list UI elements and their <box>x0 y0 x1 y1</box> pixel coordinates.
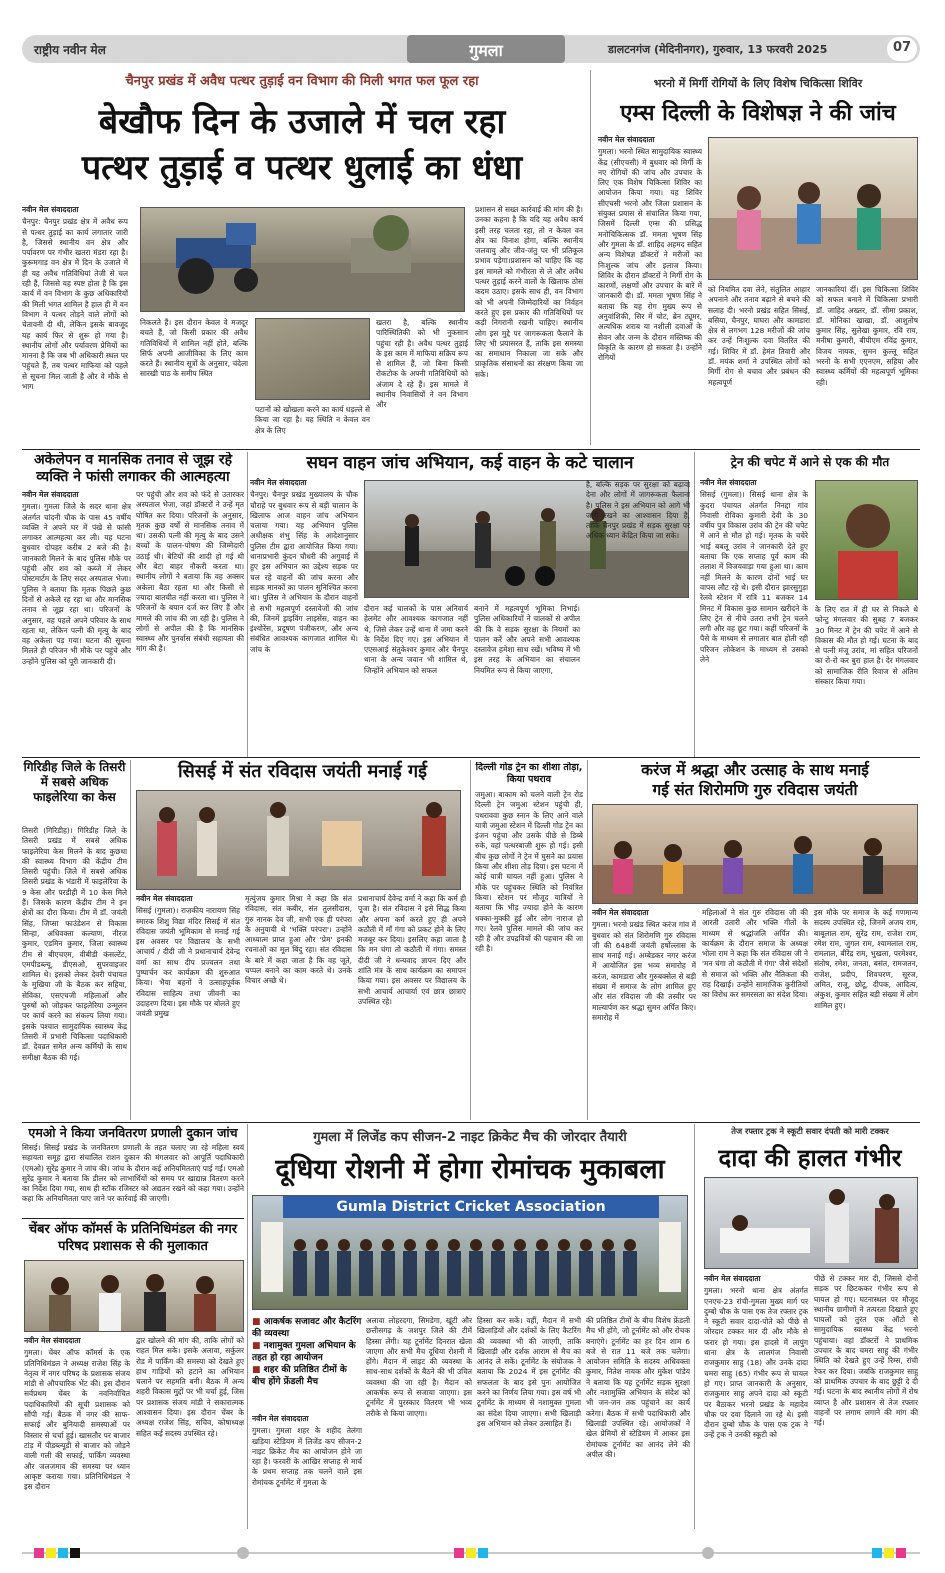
chamber-text-1: गुमला। चेंबर ऑफ कॉमर्स के एक प्रतिनिधिमंडल ने अध्यक्ष राजेश सिंह के नेतृत्व में नगर परिषद के प्रशासक संजय मांडी से औपचारिक भेंट की। इस दौरान सर्वप्रथम चेंबर के नवनिर्वाचित पदाधिकारियों की सूची प्रशासक को सौंपी गई। बैठक में नगर की साफ-सफाई और बुनियादी समस्याओं पर विस्तार से चर्चा हुई। खासतौर पर बाजार टांड़ में पीडब्ल्यूडी से बाजार को जोड़ने वाली गली की सफाई, पार्किंग व्यवस्था और जलजमाव की समस्या पर ध्यान आकृष्ट कराया गया। प्रतिनिधिमंडल ने इस दौरान <box>24 1348 130 1492</box>
ravidas-sisai-col-2: मृत्युंजय कुमार मिश्रा ने कहा कि संत रविदास, संत कबीर, संत तुलसीदास, गुरु नानक देव जी, सभी एक ही परंपरा के अनुयायी थे 'भक्ति परंपरा'। उन्होंने आध्यात्म प्राप्त हुआ और 'प्रेम' इनकी रचनाओं का मूल बिंदु रहा। संत रविदास के बारे में कहा जाता है कि वह जूते, चप्पल बनाने का काम करते थे। उनके विचार अच्छे थे। <box>245 894 352 986</box>
ravidas-sisai-col-3: प्रधानाचार्य देवेन्द्र वर्मा ने कहा कि कर्म ही पूजा है। संत रविदास ने इसे सिद्ध किया और अपना कर्म करते हुए ही अपने कठौती में माँ गंगा को प्रकट होने के लिए मजबूर कर दिया। इसलिए कहा जाता है कि मन चंगा तो कठौती में गंगा। समस्त दीदी जी ने धन्यवाद ज्ञापन दिए और शांति मंत्र के साथ कार्यक्रम का समापन किया गया। इस अवसर पर विद्यालय के सभी आचार्य आचार्या एवं छात्र छात्राएं उपस्थित रहे। <box>358 894 466 1006</box>
aiims-col-1 <box>598 135 702 445</box>
stone-text-1: चैनपुर: चैनपुर प्रखंड क्षेत्र में अवैध रूप से पत्थर तुड़ाई का कार्य लगातार जारी है, जिससे स्थानीय वन क्षेत्र और पर्यावरण पर गंभीर खतरा मंडरा रहा है। कुरूमगाड़ वन क्षेत्र में दिन के उजाले में ही यह अवैध गतिविधियां तेजी से चल रही हैं, जिससे यह स्पष्ट होता है कि इस कार्य में वन विभाग के कुछ अधिकारियों की मिली भगत शामिल है हाल ही में वन विभाग ने पत्थर तोड़ने वाले लोगों को चेतावनी दी थी, लेकिन इसके बावजूद यह कार्य फिर से शुरू हो गया है। स्थानीय लोगों और पर्यावरण प्रेमियों का मानना है कि जब भी अधिकारी स्थल पर पहुंचते हैं, तब पत्थर माफिया को पहले से सूचना मिल जाती है और वे मौके से भाग <box>22 217 128 392</box>
section-rule <box>22 1122 270 1123</box>
ravidas-karanj-illustration <box>593 805 918 904</box>
delhi-gate-headline: दिल्ली गोड ट्रेन का शीशा तोड़ा, किया पथराव <box>475 762 583 785</box>
section-rule <box>22 757 920 758</box>
accident-col-1 <box>704 1274 808 1528</box>
cricket-banner-text: Gumla District Cricket Association <box>336 1199 606 1215</box>
color-swatch <box>884 1548 894 1558</box>
aiims-kicker: भरनो में मिर्गी रोगियों के लिए विशेष चिकित्सा शिविर <box>653 77 863 90</box>
ravidas-sisai-text-1: सिसई (गुमला)। राजकीय नारायण सिंह स्मारक शिशु विद्या मंदिर सिसई में संत रविदास जयंती भूमिकाम से मनाई गई इस अवसर पर विद्यालय के सभी आचार्य / दीदी जी ने प्रधानाचार्य देवेन्द्र वर्मा का साथ दीप प्रज्वलन तथा पुष्पार्चन कर कार्यक्रम की शुरुआत किया। भैया बहनों ने उत्साहपूर्वक रविदास साहित्य तथा जीवनी का उदाहरण दिया। इस मौके पर बोलते हुए जयंती प्रमुख <box>136 906 240 1019</box>
train-col-2: के लिए रात में ही घर से निकले थे फोन्टु मंगलवार की सुबह 7 बजकर 30 मिनट में ट्रेन की चपेट में आने से विकास की मौत हो गई। घटना के बाद से पत्नी मंजू उरांव, मां सहित परिजनों का रो-रो कर बुरा हाल है। देर मंगलवार को सामाजिक रीति रिवाज से अंतिम संस्कार किया गया। <box>815 605 918 687</box>
ravidas-school-photo <box>136 790 461 890</box>
train-headline: ट्रेन की चपेट में आने से एक की मौत <box>730 455 890 469</box>
stone-col-1 <box>22 205 128 445</box>
stone-kicker: चैनपुर प्रखंड में अवैध पत्थर तुड़ाई वन विभाग की मिली भगत फल फूल रहा <box>125 74 479 89</box>
cricket-col-4: की प्रतिष्ठित टीमों के बीच विशेष फ्रेंडली मैच भी होंगे, जो टूर्नामेंट को और रोचक बनाएंगे। टूर्नामेंट का हर दिन शाम 6 बजे से रात 11 बजे तक चलेगा। आयोजन समिति के सदस्य अधिवक्ता कुमार, नितेश नायक और मुकेश पांडेय ने बताया कि यह टूर्नामेंट सड़क सुरक्षा और नशामुक्ति अभियान के संदेश को भी जन-जन तक पहुंचाने का कार्य करेगा। बैठक में सभी पदाधिकारी और खिलाड़ी उपस्थित रहे। आयोजकों ने खेल प्रेमियों से स्टेडियम में आकर इस रोमांचक टूर्नामेंट का आनंद लेने की अपील की। <box>586 1316 690 1459</box>
cricket-col-2: अलावा लोहरदगा, सिमडेगा, खूंटी और छत्तीसगढ़ के जशपुर जिले की टीमें हिस्सा लेंगी। यह टूर्नामेंट दिनरात खेला जाएगा और सभी मैच दूधिया रोशनी में होंगे। मैदान में लाइट की व्यवस्था के साथ-साथ दर्शकों के बैठने की भी उचित व्यवस्था की जा रही है। मैदान को आकर्षक रूप से सजाया जाएगा। इस टूर्नामेंट में पुरस्कार वितरण भी भव्य तरीके से किया जाएगा। <box>366 1316 472 1418</box>
giridih-col-1: तिसरी (गिरिडीह)। गिरिडीह जिले के तिसरी प्रखंड में सबसे अधिक फाइलेरिया केस मिलने के बाद कुछथा की स्वास्थ्य विभाग की केंद्रीय टीम तिसरी पहुंची। जिले में सबसे अधिक तिसरी प्रखंड के भंडारी में फाइलेरिया के 9 केस और परडीही में 10 केस मिले हैं। जिसके कारण केंद्रीय टीम ने इन क्षेत्रों का दौरा किया। टीम में डॉ. जयंती सिंह, जिप्सा फाउंडेशन से विकास सिन्हा, अधिवक्ता कल्याण, नीरज कुमार, एडमिन कुमार, जिला स्वास्थ्य टीम से बीएचएम, वीबीडी कंसल्टेंट, एमपीडब्ल्यू, डीएसओ, सुपरवाइजर शामिल थे। इसको लेकर देवरी पंचायत के मुखिया जी के बैठक कर सहिया, सेविका, एसएचजी महिलाओं और पुरुषों को जोड़कर फाइलेरिया उन्मूलन पर कार्य करने का संकल्प लिया गया। इसके पश्चात सामुदायिक स्वास्थ्य केंद्र तिसरी में प्रभारी चिकित्सा पदाधिकारी डॉ. देवव्रत समेत अन्य कर्मियों के साथ समीक्षा बैठक की गई। <box>22 826 127 1062</box>
cricket-col-1 <box>252 1414 362 1528</box>
section-rule <box>22 449 920 450</box>
delhi-gate-col-1: जमुआ। बाकाम को चलने वाली ट्रेन रोड दिल्ली ट्रेन जमुआ स्टेशन पहुंची ही, पथराववा कुछ स्नान के लिए आने वाले यात्री जमुआ स्टेशन में दिल्ली गोड ट्रेन का इंजन पहुंचा और उसके पीछे से डिब्बे रुके, वहां पत्थरबाजी शुरू हो गई। इसी बीच कुछ लोगों ने ट्रेन में घुसने का प्रयास किया और शीशा तोड़ दिया। इस घटना में कोई यात्री घायल नहीं हुआ। पुलिस ने मौके पर पहुंचकर स्थिति को नियंत्रित किया। स्टेशन पर मौजूद यात्रियों ने बताया कि भीड़ ज्यादा होने के कारण धक्का-मुक्की हुई और लोग नाराज हो गए। रेलवे पुलिस मामले की जांच कर रही है और उपद्रवियों की पहचान की जा रही है। <box>475 790 583 954</box>
stone-field-photo <box>255 318 370 400</box>
vehicle-text-1: चैनपुर। चैनपुर प्रखंड मुख्यालय के चौक चौराहे पर बुधवार रूप से बड़ी चालान के खिलाफ आज वाहन जांच अभियान चलाया गया। यह अभियान पुलिस अधीक्षक शंभु सिंह के आदेशानुसार पुलिस टीम द्वारा आयोजित किया गया। थानाप्रभारी कुंदन चौधरी की अगुवाई में हुए इस अभियान का उद्देश्य सड़क पर चल रहे वाहनों की जांच करना और सड़क मानकों का पालन सुनिश्चित करना था। पुलिस ने अभियान के दौरान वाहनों से सभी महत्वपूर्ण दस्तावेजों की जांच की, जिनमें ड्राइविंग लाइसेंस, वाहन का इंश्योरेंस, प्रदूषण पंजीकरण, और अन्य संबंधित आवश्यक कागजात शामिल थे। जांच के <box>250 490 358 654</box>
pds-col-1: सिसई। सिसई प्रखंड के जनवितरण प्रणाली के तहत चलाए जा रहे महिला स्वयं सहायता समूह द्वारा संचालित राशन दुकान की मंगलवार को आपूर्ति पदाधिकारी (एमओ) सुरेंद्र कुमार ने जांच की। जांच के दौरान कई अनियमितताएं पाई गईं। एमओ सुरेंद्र कुमार ने बताया कि डीलर को लाभार्थियों को समय पर खाद्यान्न वितरण करने का निर्देश दिया गया, साथ ही स्टॉक रजिस्टर को अद्यतन रखने को कहा गया। उन्होंने कहा कि अनियमितता पाए जाने पर कार्रवाई की जाएगी। <box>22 1143 244 1204</box>
cricket-highlight-item: ■ शहर की प्रतिष्ठित टीमों के बीच होंगे फ्रेंडली मैच <box>252 1365 347 1387</box>
stone-headline-2: पत्थर तुड़ाई व पत्थर धुलाई का धंधा <box>81 148 523 188</box>
color-swatch <box>70 1548 80 1558</box>
masthead <box>22 35 920 63</box>
column-divider <box>694 452 695 757</box>
byline: नवीन मेल संवाददाता <box>700 478 757 487</box>
chamber-meeting-illustration <box>25 1261 244 1332</box>
column-divider <box>590 70 591 445</box>
ravidas-karanj-col-2: महिलाओं ने संत गुरु रविदास जी की आरती उतारी और भक्ति गीतों के माध्यम से श्रद्धांजलि अर्पित की। कार्यक्रम के दौरान समाज के अध्यक्ष भोला राम ने कहा कि संत रविदास जी ने 'मन चंगा तो कठौती में गंगा' जैसे संदेशों से समाज को भक्ति और नैतिकता की राह दिखाई। उन्होंने सामाजिक कुरीतियों का विरोध कर समरसता का संदेश दिया। <box>702 908 808 1000</box>
vehicle-col-3: बनाने में महत्वपूर्ण भूमिका निभाई। पुलिस अधिकारियों ने चालकों से अपील की कि वे सड़क सुरक्षा के नियमों का पालन करें और अपने सभी आवश्यक दस्तावेज हमेशा साथ रखें। भविष्य में भी इस तरह के अभियान का संचालन नियमित रूप से किया जाएगा, <box>474 604 580 675</box>
health-camp-illustration <box>709 138 918 280</box>
color-swatch <box>896 1548 906 1558</box>
stone-col-5: प्रशासन से सख्त कार्रवाई की मांग की है। उनका कहना है कि यदि यह अवैध कार्य इसी तरह चलता रहा, तो न केवल वन क्षेत्र का विनाश होगा, बल्कि स्थानीय जलवायु और जीव-जंतु पर भी प्रतिकूल प्रभाव पड़ेगा।प्रशासन को चाहिए कि वह इस मामले को गंभीरता से ले और अवैध पत्थर तुड़ाई करने वालों के खिलाफ ठोस कदम उठाए। इसके साथ ही, वन विभाग को भी अपनी जिम्मेदारियों का निर्वहन करते हुए इस प्रकार की गतिविधियों पर कड़ी निगरानी रखनी चाहिए। स्थानीय लोग इस मुद्दे पर जागरूकता फैलाने के लिए भी प्रयासरत हैं, ताकि इस समस्या का समाधान निकाला जा सके और प्राकृतिक संसाधनों का संरक्षण किया जा सके। <box>475 205 583 379</box>
portrait-illustration <box>816 481 918 600</box>
ravidas-karanj-photo <box>592 804 918 904</box>
train-col-1 <box>700 478 808 750</box>
byline: नवीन मेल संवाददाता <box>592 908 649 917</box>
stone-col-2: निकलते हैं। इस दौरान केवल वे मजदूर बचते हैं, जो किसी प्रकार की अवैध गतिविधियों में शामिल नहीं होते, बल्कि सिर्फ अपनी आजीविका के लिए काम करते हैं। स्थानीय सूत्रों के अनुसार, चंदेला सारखी पाठ के समीप स्थित <box>140 318 248 379</box>
column-divider <box>130 760 131 1120</box>
vehicle-col-4: है, बल्कि सड़क पर सुरक्षा को बढ़ावा देना और लोगों में जागरूकता फैलाना है। पुलिस ने इस अभियान को आगे भी जारी रखने का आश्वासन दिया है, ताकि चैनपुर प्रखंड में सड़क सुरक्षा पर अधिक ध्यान केंद्रित किया जा सके। <box>586 480 690 541</box>
vehicle-col-2: दौरान कई चालकों के पास अनिवार्य हेलमेट और आवश्यक कागजात नहीं थे, जिसे लेकर उन्हें थाना में जमा करने के निर्देश दिए गए। इस अभियान में एएसआई संतुकेश्वर कुमार और चैनपुर थाना के अन्य जवान भी शामिल थे, जिन्होंने अभियान को सफल <box>364 604 468 675</box>
chamber-col-1 <box>24 1336 130 1526</box>
section-rule <box>250 1122 920 1123</box>
tractor-photo <box>140 207 465 312</box>
aiims-col-2: को नियमित दवा लेने, संतुलित आहार अपनाने और तनाव बढ़ाने से बचने की सलाह दी। भरनो प्रखंड सहित सिसई, बसिया, चैनपुर, घाघरा और कामडारा क्षेत्र से लगभग 128 मरीजों की जांच कर उन्हें निःशुल्क दवा वितरित की गई। शिविर में डॉ. हेमंत तिवारी और डॉ. मयंक शर्मा ने उपस्थित लोगों को मिर्गी रोग से बचाव और प्रबंधन की महत्वपूर्ण <box>708 285 810 387</box>
cricket-text-1: गुमला। गुमला शहर के शहीद तेलंगा खड़िया स्टेडियम में लिजेंड कप सीजन-2 नाइट क्रिकेट मैच का आयोजन होने जा रहा है। फरवरी के आखिर सप्ताह से मार्च के प्रथम सप्ताह तक चलने वाले इस रोमांचक टूर्नामेंट में गुमला के <box>252 1426 362 1487</box>
vehicle-headline: सघन वाहन जांच अभियान, कई वाहन के कटे चालान <box>306 453 634 473</box>
byline: नवीन मेल संवाददाता <box>250 478 307 487</box>
cricket-team-photo <box>252 1195 688 1310</box>
chamber-meeting-photo <box>24 1260 244 1332</box>
ravidas-school-illustration <box>137 791 461 890</box>
stone-col-4: खतरा है, बल्कि स्थानीय पारिस्थितिकी को भी नुकसान पहुंचा रही है। अवैध पत्थर तुड़ाई के इस काम में माफिया सक्रिय रूप से शामिल हैं, जो बिना किसी रोकटोक के अपनी गतिविधियों को अंजाम दे रहे हैं। इस मामले में स्थानीय निवासियों ने वन विभाग और <box>376 318 468 410</box>
stone-col-3: पटानों को खोखला करने का कार्य धड़ल्ले से किया जा रहा है। यह स्थिति न केवल वन क्षेत्र के लिए <box>255 405 370 435</box>
color-swatch <box>58 1548 68 1558</box>
suicide-col-1 <box>22 490 131 755</box>
suicide-headline: अकेलेपन व मानसिक तनाव से जूझ रहे व्यक्ति ने फांसी लगाकर की आत्महत्या <box>33 452 233 485</box>
cricket-kicker: गुमला में लिजेंड कप सीजन-2 नाइट क्रिकेट मैच की जोरदार तैयारी <box>313 1130 627 1145</box>
aiims-col-3: जानकारियां दीं। इस चिकित्सा शिविर को सफल बनाने में चिकित्सा प्रभारी डॉ. जाहिद अख्तर, डॉ. सीमा प्रकाश, डॉ. मोनिका खाखा, डॉ. आशुतोष कुमार सिंह, सुलेखा कुमार, रवि राय, मनीषा कुमारी, बीपीएम रविंद्र कुमार, विजय नायक, सुमन कुल्लू सहित भरनो के सभी एएनएम, सहिया और स्वास्थ्य कर्मियों की महत्वपूर्ण भूमिका रही। <box>816 285 918 387</box>
byline: नवीन मेल संवाददाता <box>598 135 655 144</box>
aiims-text-1: गुमला। भरनो स्थित सामुदायिक स्वास्थ्य केंद्र (सीएचसी) में बुधवार को मिर्गी के नए रोगियों की जांच और उपचार के लिए एक विशेष चिकित्सा शिविर का आयोजन किया गया। यह शिविर सीएचसी भरनो और जिला प्रशासन के संयुक्त प्रयास से संचालित किया गया, जिसमें दिल्ली एम्स की प्रसिद्ध मनोचिकित्सक डॉ. ममता भूषण सिंह और गुमला के डॉ. शाहिद अहमद सहित अन्य विशेषज्ञ डॉक्टरों ने मरीजों का निःशुल्क जांच और इलाज किया। शिविर के दौरान डॉक्टरों ने मिर्गी रोग के कारणों, लक्षणों और उपचार के बारे में जानकारी दी। डॉ. ममता भूषण सिंह ने बताया कि यह रोग मुख्य रूप से अनुवांशिकी, सिर में चोट, ब्रेन ट्यूमर, अत्यधिक शराब या नशीली दवाओं के सेवन और जन्म के दौरान मस्तिष्क की विकृति के कारण हो सकता है। उन्होंने रोगियों <box>598 147 702 363</box>
ravidas-sisai-col-1 <box>136 894 240 1120</box>
cricket-headline: दूधिया रोशनी में होगा रोमांचक मुकाबला <box>275 1154 665 1185</box>
ravidas-karanj-headline-2: गई संत शिरोमणि गुरु रविदास जयंती <box>652 781 858 799</box>
chamber-headline: चेंबर ऑफ कॉमर्स के प्रतिनिधिमंडल की नगर परिषद प्रशासक से की मुलाकात <box>28 1222 238 1254</box>
cricket-highlight-item: ■ नशामुक्त गुमला अभियान के तहत हो रहा आयोजन <box>252 1341 356 1363</box>
health-camp-photo <box>708 137 918 280</box>
ravidas-karanj-col-3: इस मौके पर समाज के कई गणमान्य सदस्य उपस्थित रहे, जिनमें अजय राम, बाबूलाल राम, सुरेंद्र राम, राजेश राम, रमेश राम, जुगल राम, श्यामलाल राम, रामलाल, बीरेंद्र राम, भुखला, परमेश्वर, संतोष, रमेश, जनता, बसंत, रामजतन, राजेश, प्रदीप, शिवचरण, सूरज, अमित, राजू, छोटू, दीपक, आदित्य, अंकुश, कुमार सहित बड़ी संख्या में लोग शामिल हुए। <box>814 908 918 1010</box>
tractor-illustration <box>141 208 465 312</box>
accident-kicker: तेज रफ्तार ट्रक ने स्कूटी सवार दंपती को मारी टक्कर <box>731 1126 889 1136</box>
cricket-team-illustration <box>253 1196 688 1310</box>
suicide-col-2: पर पहुंची और शव को फंदे से उतारकर अस्पताल भेजा, जहां डॉक्टरों ने उन्हें मृत घोषित कर दिया। परिजनों के अनुसार, मृतक कुछ वर्षों से मानसिक तनाव में था। उसकी पत्नी की मृत्यु के बाद उसने बच्चों के पालन-पोषण की जिम्मेदारी उठाई थी। बेटियों की शादी हो गई थी और बेटा बाहर नौकरी करता था। स्थानीय लोगों ने बताया कि वह अक्सर अकेला बैठा रहता था और किसी से ज्यादा बातचीत नहीं करता था। पुलिस ने परिजनों के बयान दर्ज कर लिए हैं और मामले की जांच की जा रही है। पुलिस ने लोगों से अपील की है कि मानसिक स्वास्थ्य और पुनर्वास संबंधी सहायता की मांग की है। <box>136 490 244 654</box>
page-number: 07 <box>892 40 912 55</box>
section-rule <box>22 1218 244 1219</box>
byline: नवीन मेल संवाददाता <box>704 1274 761 1283</box>
suicide-text-1: गुमला। गुमला जिले के सदर थाना क्षेत्र अंतर्गत चांदनी चौक के पास 45 वर्षीय व्यक्ति ने अपने घर में पंखे से फांसी लगाकर आत्महत्या कर ली। यह घटना बुधवार दोपहर करीब 2 बजे की है। जानकारी मिलने के बाद पुलिस मौके पर पहुंची और शव को कब्जे में लेकर पोस्टमार्टम के लिए सदर अस्पताल भेजा। पुलिस ने बताया कि मृतक पिछले कुछ दिनों से अकेले रह रहा था और मानसिक तनाव से जूझ रहा था। परिजनों के अनुसार, वह पहले अपने परिवार के साथ रहता था, लेकिन पत्नी की मृत्यु के बाद वह अकेला पड़ गया। घटना की सूचना मिलते ही परिजन भी मौके पर पहुंचे और उन्होंने पुलिस को पूरी जानकारी दी। <box>22 502 131 666</box>
paper-name: राष्ट्रीय नवीन मेल <box>34 43 106 57</box>
train-victim-photo <box>815 480 918 600</box>
byline: नवीन मेल संवाददाता <box>22 205 79 214</box>
section-name: गुमला <box>469 41 503 60</box>
byline: नवीन मेल संवाददाता <box>24 1336 81 1345</box>
column-divider <box>247 1124 248 1529</box>
chamber-col-2: द्वार खोलने की मांग की, ताकि लोगों को राहत मिल सके। इसके अलावा, सर्कुलर रोड में पार्किंग की समस्या को देखते हुए हाथ गाड़ियों को हटाने का अभियान चलाने पर सहमति बनी। बैठक में अन्य शहरी विकास मुद्दों पर भी चर्चा हुई, जिस पर प्रशासक संजय मांडी ने सकारात्मक आश्वासन दिया। इस दौरान चेंबर के अध्यक्ष राजेश सिंह, सचिव, कोषाध्यक्ष सहित कई सदस्य उपस्थित रहे। <box>136 1336 244 1438</box>
column-divider <box>470 760 471 1120</box>
hospital-photo <box>704 1177 918 1269</box>
giridih-headline: गिरिडीह जिले के तिसरी में सबसे अधिक फाइलेरिया का केस <box>23 760 126 804</box>
ravidas-sisai-headline: सिसई में संत रविदास जयंती मनाई गई <box>178 761 427 782</box>
column-divider <box>694 1124 695 1529</box>
pds-headline: एमओ ने किया जनवितरण प्रणाली दुकान जांच <box>28 1125 238 1140</box>
stone-headline-1: बेखौफ दिन के उजाले में चल रहा <box>98 102 506 142</box>
column-divider <box>587 760 588 1120</box>
color-swatch <box>46 1548 56 1558</box>
byline: नवीन मेल संवाददाता <box>22 490 79 499</box>
color-swatch <box>466 1548 476 1558</box>
accident-col-2: पीछे से टक्कर मार दी, जिससे दोनों सड़क पर छिटककर गंभीर रूप से घायल हो गए। घटनास्थल पर मौजूद स्थानीय ग्रामीणों ने तत्परता दिखाते हुए घायलों को तुरंत एक ऑटो से सामुदायिक स्वास्थ्य केंद्र भरनो पहुंचाया। वहां डॉक्टरों ने प्राथमिक उपचार के बाद चमरा साहु की गंभीर स्थिति को देखते हुए उन्हें रिम्स, रांची रेफर कर दिया। जबकि राजकुमार साहु को प्राथमिक उपचार के बाद छुट्टी दे दी गई। घटना के बाद स्थानीय लोगों में रोष व्याप्त है और प्रशासन से तेज रफ्तार वाहनों पर लगाम लगाने की मांग की गई। <box>814 1274 918 1428</box>
color-swatch <box>454 1548 464 1558</box>
byline: नवीन मेल संवाददाता <box>136 894 193 903</box>
aiims-headline: एम्स दिल्ली के विशेषज्ञ ने की जांच <box>620 101 896 126</box>
color-swatch <box>34 1548 44 1558</box>
color-swatch <box>478 1548 488 1558</box>
cricket-col-3: हिस्सा कर सकें। वहीं, मैदान में सभी खिलाड़ियों और दर्शकों के लिए कैटरिंग की व्यवस्था भी की जाएगी, ताकि खिलाड़ी और दर्शक आराम से मैच का आनंद ले सकें। टूर्नामेंट के संयोजक ने बताया कि 2024 में इस टूर्नामेंट की सफलता के बाद इसे पुनः आयोजित करने का निर्णय लिया गया। इस वर्ष भी टूर्नामेंट के माध्यम से नशामुक्त गुमला का संदेश दिया जाएगा। सभी खिलाड़ी इस अभियान को लेकर उत्साहित हैं। <box>477 1316 581 1428</box>
registration-mark <box>237 1547 249 1559</box>
train-text-1: सिसई (गुमला)। सिसई थाना क्षेत्र के कुदरा पंचायत अंतर्गत निनद्दा गांव निवासी रोविका कुमारी देवी के 30 वर्षीय पुत्र विकास उरांव की ट्रेन की चपेट में आने से मौत हो गई। मृतक के चचेरे भाई बबलू उरांव ने जानकारी देते हुए बताया कि एक सप्ताह पूर्व काम की तलाश में विजयवाड़ा गया हुआ था। काम नहीं मिलने के कारण दोनों भाई घर वापस लौट रहे थे। इसी दौरान झारसुगुड़ा रेलवे स्टेशन में रात्रि 11 बजकर 14 मिनट में विकास कुछ सामान खरीदने के लिए ट्रेन से नीचे उतरा तभी ट्रेन चलने लगी और वह छूट गया। कहीं परिजनों के पैसे के माध्यम से लगातार बात होती रही परिजन लोकेशन के माध्यम से उसको लेने <box>700 490 808 665</box>
cricket-highlight-item: ■ आकर्षक सजावट और कैटरिंग की व्यवस्था <box>252 1317 362 1339</box>
registration-mark <box>702 1547 714 1559</box>
ravidas-karanj-col-1 <box>592 908 696 1120</box>
vehicle-col-1 <box>250 478 358 750</box>
byline: नवीन मेल संवाददाता <box>252 1414 309 1423</box>
ravidas-karanj-text-1: गुमला। भरनो प्रखंड स्थित करंज गांव में बुधवार को संत शिरोमणि गुरु रविदास जी की 648वीं जयंती हर्षोल्लास के साथ मनाई गई। अम्बेडकर नगर करंज में आयोजित इस भव्य समारोह में करंज, कामडारा और गुरुबक्सेल से बड़ी संख्या में समाज के लोग शामिल हुए और संत रविदास जी की तस्वीर पर माल्यार्पण कर श्रद्धा सुमन अर्पित किए। समारोह में <box>592 920 696 1022</box>
footer-registration-bar <box>22 1546 920 1560</box>
hospital-illustration <box>705 1178 918 1269</box>
accident-text-1: गुमला। भरनो थाना क्षेत्र अंतर्गत एनएच-23 रांची-गुमला मुख्य मार्ग पर दुम्बो चौक के पास एक तेज रफ्तार ट्रक ने स्कूटी सवार दादा-पोते को पीछे से जोरदार टक्कर मार दी और मौके से फरार हो गया। इस हादसे में लापुंग थाना क्षेत्र के लालगंज निवासी राजकुमार साहु (18) और उनके दादा चमरा साहु (65) गंभीर रूप से घायल हो गए। प्राप्त जानकारी के अनुसार, राजकुमार साहु अपने दादा को स्कूटी पर बैठाकर भरनो प्रखंड के महादेव चौक पर दवा दिलाने जा रहे थे। इसी दौरान दुम्बो चौक के पास एक ट्रक ने उन्हें ट्रक ने उनकी स्कूटी को <box>704 1286 808 1440</box>
color-swatch <box>872 1548 882 1558</box>
cricket-highlights <box>252 1316 362 1411</box>
ravidas-karanj-headline-1: करंज में श्रद्धा और उत्साह के साथ मनाई <box>641 761 869 779</box>
accident-headline: दादा की हालत गंभीर <box>718 1144 902 1172</box>
dateline: डालटनगंज (मेदिनीनगर), गुरुवार, 13 फरवरी 2025 <box>608 43 828 56</box>
column-divider <box>247 452 248 757</box>
